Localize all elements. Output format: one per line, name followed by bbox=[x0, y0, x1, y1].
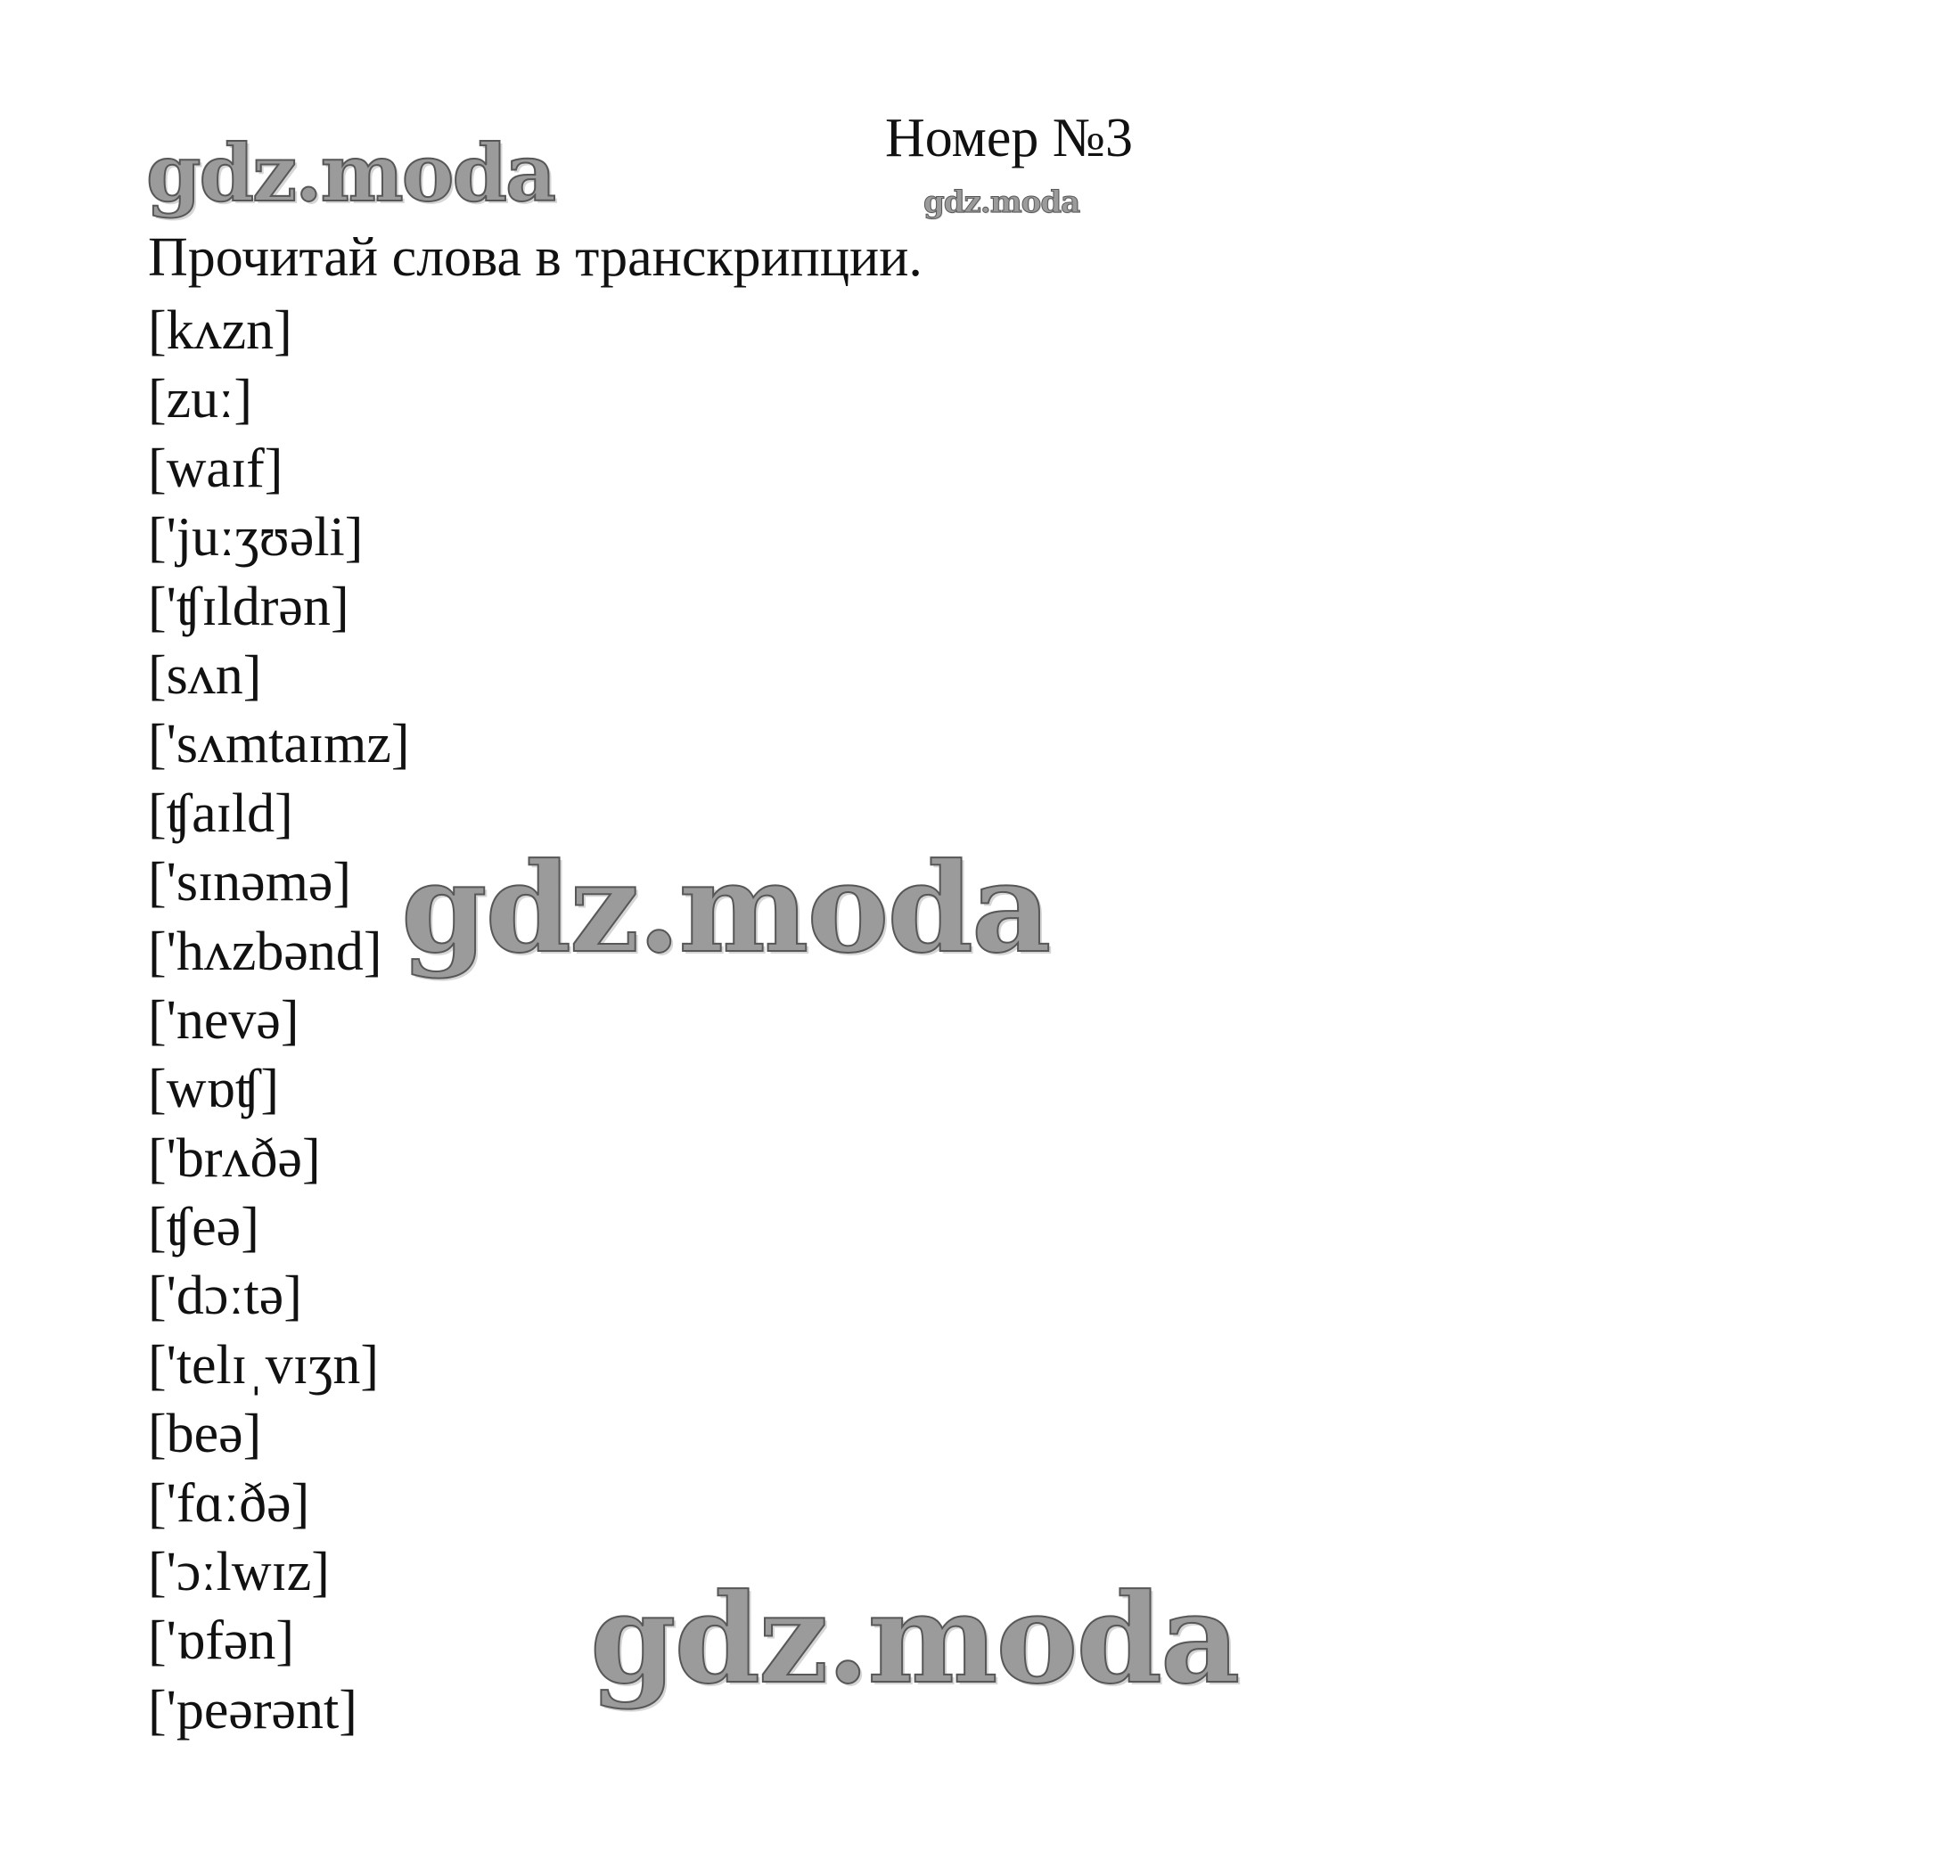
transcription-item: ['peərənt] bbox=[148, 1679, 357, 1741]
transcription-item: ['nevə] bbox=[148, 989, 299, 1051]
transcription-item: [sʌn] bbox=[148, 644, 262, 706]
transcription-item: ['sɪnəmə] bbox=[148, 852, 352, 913]
task-instruction: Прочитай слова в транскрипции. bbox=[148, 227, 923, 288]
watermark-logo-middle: gdz.moda bbox=[401, 835, 1050, 980]
transcription-item: [zuː] bbox=[148, 369, 253, 430]
transcription-item: ['dɔːtə] bbox=[148, 1266, 302, 1327]
transcription-item: ['ɒfən] bbox=[148, 1610, 295, 1672]
watermark-logo-bottom: gdz.moda bbox=[590, 1566, 1239, 1711]
transcription-item: [wɒʧ] bbox=[148, 1059, 280, 1120]
transcription-list bbox=[148, 297, 410, 1745]
transcription-item: [beə] bbox=[148, 1404, 262, 1465]
transcription-item: [waɪf] bbox=[148, 438, 283, 499]
transcription-item: ['telɪˌvɪʒn] bbox=[148, 1334, 380, 1396]
transcription-item: ['juːʒʊəli] bbox=[148, 507, 364, 569]
transcription-item: ['ʧɪldrən] bbox=[148, 576, 349, 637]
transcription-item: ['fɑːðə] bbox=[148, 1472, 310, 1534]
transcription-item: [ʧeə] bbox=[148, 1197, 259, 1258]
transcription-item: [ʧaɪld] bbox=[148, 782, 293, 844]
watermark-logo-small: gdz.moda bbox=[923, 184, 1080, 220]
transcription-item: ['ɔːlwɪz] bbox=[148, 1542, 330, 1603]
exercise-number-title: Номер №3 bbox=[885, 108, 1134, 168]
transcription-item: ['sʌmtaɪmz] bbox=[148, 714, 410, 775]
transcription-item: ['brʌðə] bbox=[148, 1127, 321, 1189]
transcription-item: [kʌzn] bbox=[148, 300, 292, 361]
transcription-item: ['hʌzbənd] bbox=[148, 921, 382, 982]
watermark-logo-top-left: gdz.moda bbox=[146, 127, 555, 219]
